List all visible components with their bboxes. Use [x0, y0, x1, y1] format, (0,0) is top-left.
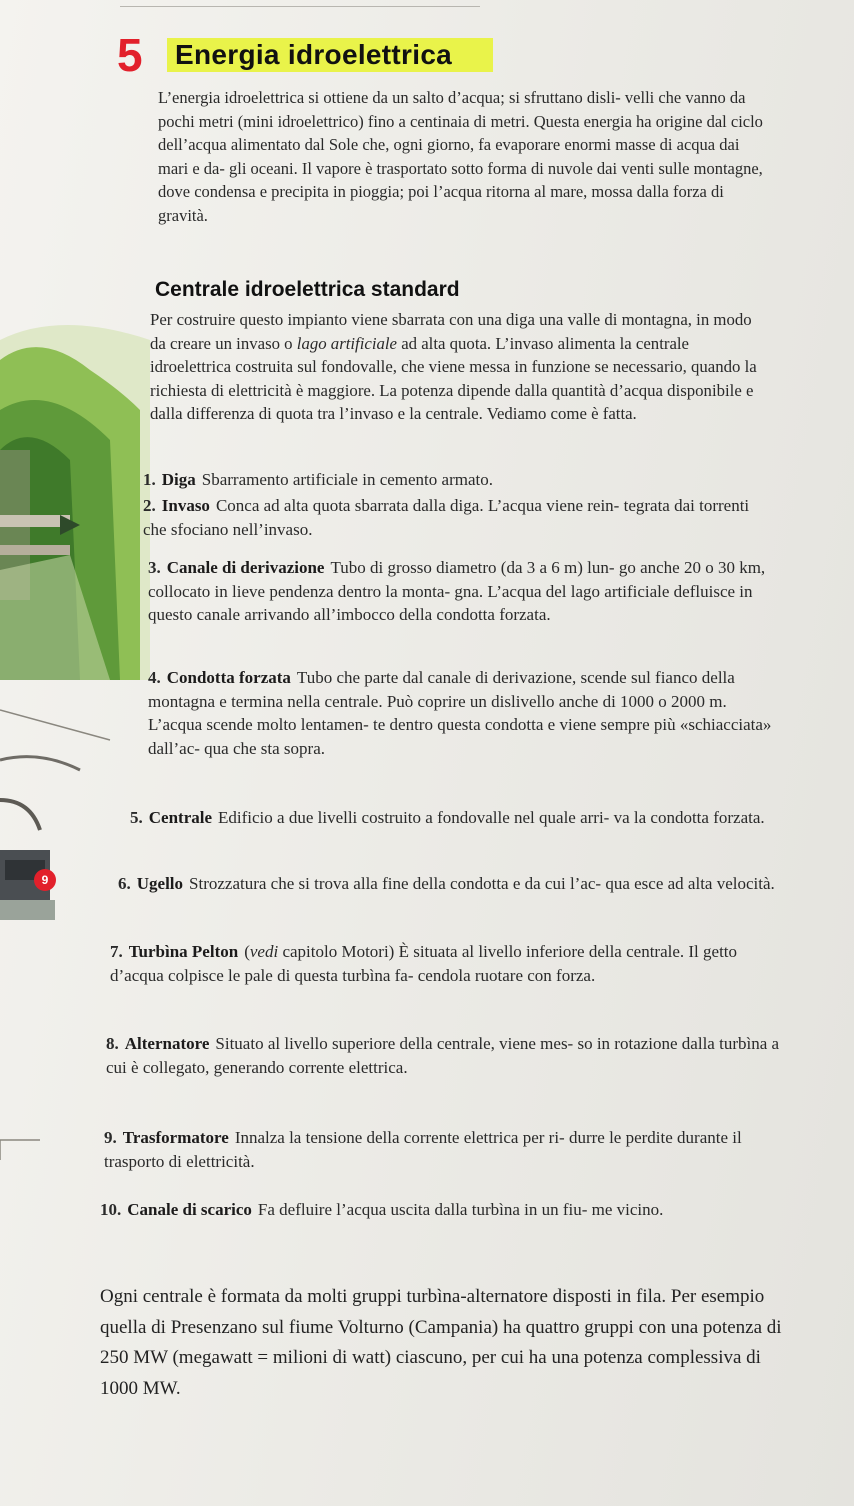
- item-number: 1.: [143, 470, 156, 489]
- item-number: 8.: [106, 1034, 119, 1053]
- list-item: [148, 556, 773, 627]
- item-title: Ugello: [136, 874, 184, 893]
- section-intro-text-a: Per costruire questo impianto viene sbarrata con una diga una valle di montagna, in modo da creare un invaso o: [150, 310, 752, 353]
- section-intro-paragraph: [150, 308, 768, 426]
- item-text: Edificio a due livelli costruito a fondovalle nel quale arri- va la condotta forzata.: [218, 808, 765, 827]
- mountain-illustration: [0, 300, 150, 680]
- list-item: [110, 940, 780, 987]
- item-text: Tubo che parte dal canale di derivazione, scende sul fianco della montagna e termina nella centrale. Può coprire un dislivello anche di 1000 o 2000 m. L’acqua scende molto lentamen- te dentro questa condotta e viene sempre più «schiacciata» dall’ac- qua che sta sopra.: [148, 668, 772, 758]
- item-title: Invaso: [161, 496, 210, 515]
- item-text: Situato al livello superiore della centrale, viene mes- so in rotazione dalla turbìna a cui è collegato, generando corrente elettrica.: [106, 1034, 780, 1077]
- section-intro-text-b: ad alta quota. L’invaso alimenta la centrale idroelettrica costruita sul fondovalle, che viene messa in funzione se necessario, quando la richiesta di elettricità è maggiore. La potenza dipende dalla quantità d’acqua disponibile e dalla differenza di quota tra l’invaso e la centrale. Vediamo come è fatta.: [150, 333, 757, 424]
- item-text: Fa defluire l’acqua uscita dalla turbìna in un fiu- me vicino.: [257, 1200, 664, 1219]
- chapter-number: 5: [117, 29, 143, 81]
- chapter-header: [117, 30, 507, 80]
- item-number: 5.: [130, 808, 143, 827]
- item-title: Trasformatore: [122, 1128, 229, 1147]
- top-rule: [120, 0, 480, 7]
- list-item: [104, 1126, 784, 1173]
- closing-paragraph: Ogni centrale è formata da molti gruppi turbìna-alternatore disposti in fila. Per esempio quella di Presenzano sul fiume Volturno (Campania) ha quattro gruppi con una potenza di 250 MW (megawatt = milioni di watt) ciascuno, per cui ha una potenza complessiva di 1000 MW.: [100, 1286, 782, 1399]
- item-text: Sbarramento artificiale in cemento armato.: [201, 470, 493, 489]
- item-text: Conca ad alta quota sbarrata dalla diga. L’acqua viene rein- tegrata dai torrenti che sfociano nell’invaso.: [143, 496, 750, 539]
- list-item: [130, 806, 775, 830]
- item-title: Canale di scarico: [127, 1200, 252, 1219]
- item-title: Centrale: [148, 808, 213, 827]
- item-number: 7.: [110, 942, 123, 961]
- item-number: 10.: [100, 1200, 122, 1219]
- list-item: [106, 1032, 781, 1079]
- list-item: [143, 468, 773, 492]
- item-number: 9.: [104, 1128, 117, 1147]
- list-item: [118, 872, 778, 896]
- item-text-emphasis: vedi: [249, 942, 279, 961]
- intro-paragraph: L’energia idroelettrica si ottiene da un salto d’acqua; si sfruttano disli- velli che vanno da pochi metri (mini idroelettrico) fino a centinaia di metri. Questa energia ha origine dal ciclo dell’acqua alimentato dal Sole che, ogni giorno, fa evaporare enormi masse di acqua dai mari e da- gli oceani. Il vapore è trasportato sotto forma di nuvole dai venti sulle montagne, dove condensa e precipita in pioggia; poi l’acqua ritorna al mare, mossa dalla forza di gravità.: [158, 88, 763, 225]
- section-title: Centrale idroelettrica standard: [155, 278, 460, 301]
- item-title: Condotta forzata: [166, 668, 291, 687]
- section-intro-emphasis: lago artificiale: [296, 333, 397, 353]
- item-title: Alternatore: [124, 1034, 210, 1053]
- item-title: Canale di derivazione: [166, 558, 325, 577]
- list-item: [143, 494, 773, 541]
- item-number: 2.: [143, 496, 156, 515]
- item-text-b: capitolo Motori) È situata al livello inferiore della centrale. Il getto d’acqua colpisce le pale di questa turbìna fa- cendola ruotare con forza.: [110, 942, 738, 985]
- list-item: [148, 666, 773, 760]
- list-item: [100, 1198, 790, 1222]
- page-title: Energia idroelettrica: [175, 39, 453, 70]
- item-number: 6.: [118, 874, 131, 893]
- item-title: Diga: [161, 470, 196, 489]
- item-text: Tubo di grosso diametro (da 3 a 6 m) lun- go anche 20 o 30 km, collocato in lieve pendenza dentro la monta- gna. L’acqua del lago artificiale defluisce in questo canale arrivando all’imbocco della condotta forzata.: [148, 558, 766, 625]
- item-number: 3.: [148, 558, 161, 577]
- item-text: Strozzatura che si trova alla fine della condotta e da cui l’ac- qua esce ad alta velocità.: [189, 874, 775, 893]
- item-number: 4.: [148, 668, 161, 687]
- item-text-a: (: [244, 942, 250, 961]
- item-title: Turbìna Pelton: [128, 942, 239, 961]
- callout-badge: 9: [34, 869, 56, 891]
- item-text: Innalza la tensione della corrente elettrica per ri- durre le perdite durante il trasporto di elettricità.: [104, 1128, 742, 1171]
- power-station-illustration: [0, 700, 120, 1160]
